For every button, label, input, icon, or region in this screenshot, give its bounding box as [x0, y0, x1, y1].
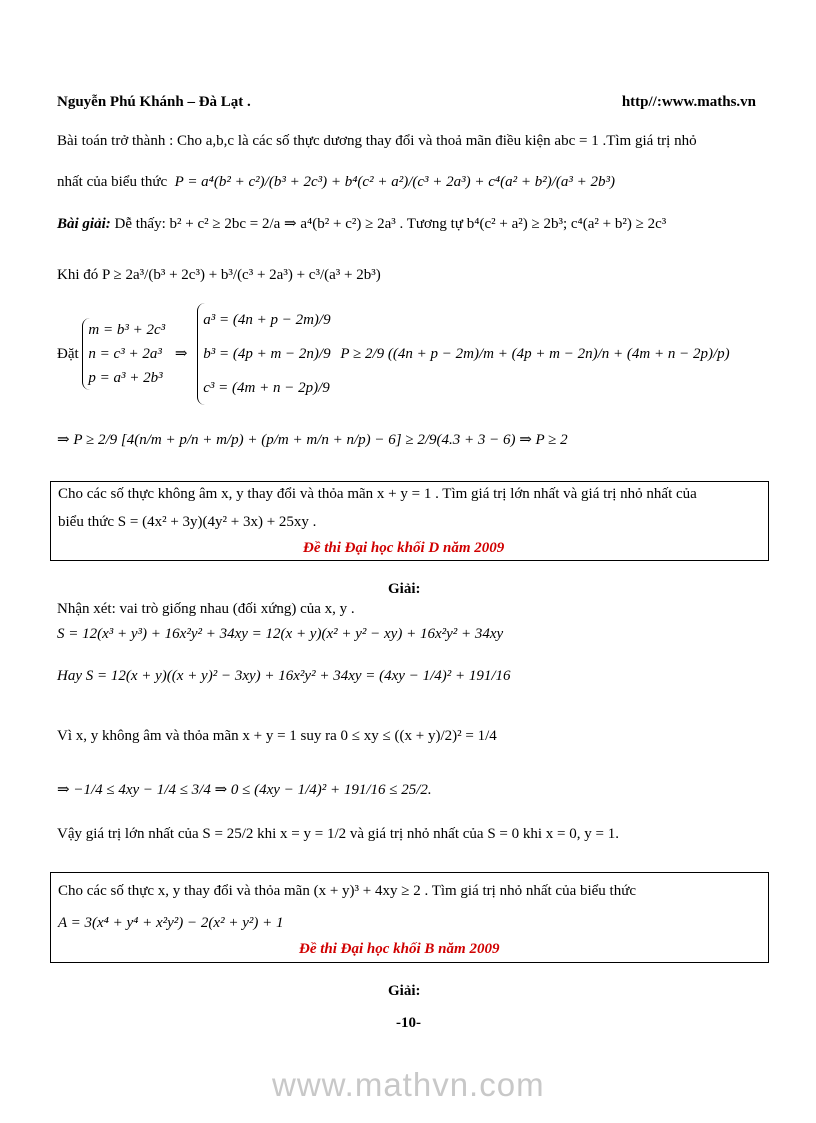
expression-p-line [57, 172, 615, 192]
solution-3-title: Giải: [388, 983, 421, 999]
sys-sol-a: a³ = (4n + p − 2m)/9 [203, 312, 331, 328]
page-number: -10- [396, 1015, 421, 1031]
khi-do-line: Khi đó P ≥ 2a³/(b³ + 2c³) + b³/(c³ + 2a³) + c³/(a³ + 2b³) [57, 267, 381, 283]
problem-2-source: Đề thi Đại học khối D năm 2009 [303, 540, 505, 556]
solution-text: Dễ thấy: b² + c² ≥ 2bc = 2/a ⇒ a⁴(b² + c²) ≥ 2a³ . Tương tự b⁴(c² + a²) ≥ 2b³; c⁴(a² + b²) ≥ 2c³ [114, 216, 667, 232]
problem-2-line-2: biểu thức S = (4x² + 3y)(4y² + 3x) + 25xy . [58, 514, 317, 530]
watermark: www.mathvn.com [272, 1066, 545, 1103]
header-author: Nguyễn Phú Khánh – Đà Lạt . [57, 94, 251, 110]
final-inequality: ⇒ P ≥ 2/9 [4(n/m + p/n + m/p) + (p/m + m/n + n/p) − 6] ≥ 2/9(4.3 + 3 − 6) ⇒ P ≥ 2 [57, 432, 568, 448]
problem-intro: Bài toán trở thành : Cho a,b,c là các số thực dương thay đổi và thoả mãn điều kiện abc = 1 .Tìm giá trị nhỏ [57, 133, 697, 149]
substitution-block [57, 303, 730, 413]
problem-3-line-1: Cho các số thực x, y thay đổi và thỏa mãn (x + y)³ + 4xy ≥ 2 . Tìm giá trị nhỏ nhất của biểu thức [58, 883, 637, 899]
problem-2-line-1: Cho các số thực không âm x, y thay đổi và thỏa mãn x + y = 1 . Tìm giá trị lớn nhất và giá trị nhỏ nhất của [58, 486, 697, 502]
sys-eq-p: p = a³ + 2b³ [88, 370, 163, 386]
substitution-system [82, 318, 165, 390]
problem-3-source: Đề thi Đại học khối B năm 2009 [299, 941, 500, 957]
problem-3-line-2: A = 3(x⁴ + y⁴ + x²y²) − 2(x² + y²) + 1 [58, 915, 284, 931]
solution-line [57, 214, 666, 234]
solved-system [197, 303, 330, 405]
expression-label: nhất của biểu thức [57, 174, 168, 190]
solution-2-line-6: Vậy giá trị lớn nhất của S = 25/2 khi x = y = 1/2 và giá trị nhỏ nhất của S = 0 khi x = 0, y = 1. [57, 826, 619, 842]
solution-2-line-4: Vì x, y không âm và thỏa mãn x + y = 1 suy ra 0 ≤ xy ≤ ((x + y)/2)² = 1/4 [57, 728, 497, 744]
solution-2-line-2: S = 12(x³ + y³) + 16x²y² + 34xy = 12(x + y)(x² + y² − xy) + 16x²y² + 34xy [57, 626, 504, 642]
solution-2-title: Giải: [388, 581, 421, 597]
implies-symbol: ⇒ [174, 346, 188, 362]
solution-2-line-1: Nhận xét: vai trò giống nhau (đối xứng) của x, y . [57, 601, 355, 617]
dat-label: Đặt [57, 346, 79, 362]
solution-2-line-5: ⇒ −1/4 ≤ 4xy − 1/4 ≤ 3/4 ⇒ 0 ≤ (4xy − 1/4)² + 191/16 ≤ 25/2. [57, 782, 432, 798]
sys-sol-b: b³ = (4p + m − 2n)/9 [203, 346, 331, 362]
problem-3-box [50, 872, 769, 963]
sys-eq-m: m = b³ + 2c³ [88, 322, 166, 338]
problem-2-box [50, 481, 769, 561]
sys-sol-c: c³ = (4m + n − 2p)/9 [203, 380, 330, 396]
expression-p: P = a⁴(b² + c²)/(b³ + 2c³) + b⁴(c² + a²)/(c³ + 2a³) + c⁴(a² + b²)/(a³ + 2b³) [174, 174, 616, 190]
sys-eq-n: n = c³ + 2a³ [88, 346, 162, 362]
solution-label: Bài giải: [57, 216, 111, 232]
solution-2-line-3: Hay S = 12(x + y)((x + y)² − 3xy) + 16x²y² + 34xy = (4xy − 1/4)² + 191/16 [57, 668, 511, 684]
header-site: http//:www.maths.vn [621, 94, 756, 110]
dat-result: P ≥ 2/9 ((4n + p − 2m)/m + (4p + m − 2n)/n + (4m + n − 2p)/p) [340, 346, 730, 362]
